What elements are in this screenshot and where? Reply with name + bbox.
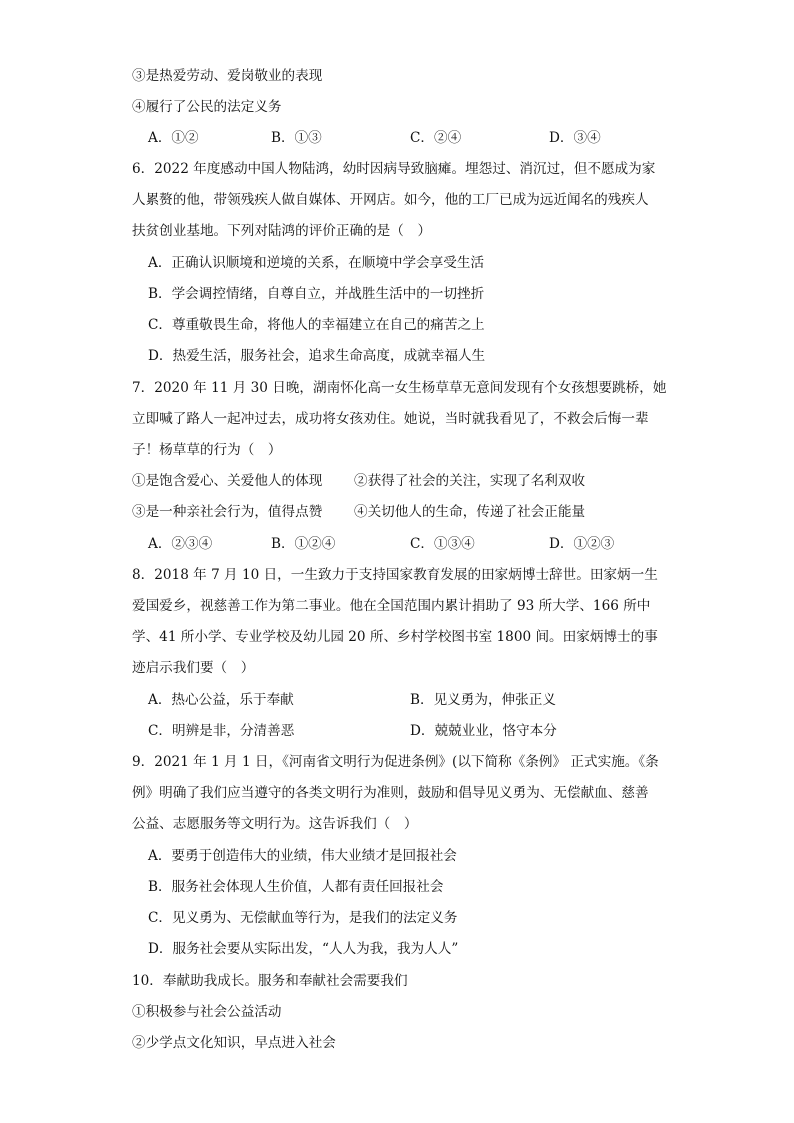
q9-stem-line-2: 例》明确了我们应当遵守的各类文明行为准则，鼓励和倡导见义勇为、无偿献血、慈善 bbox=[132, 785, 649, 801]
q6-stem-line-3: 扶贫创业基地。下列对陆鸿的评价正确的是（ ） bbox=[132, 223, 432, 239]
q7-stem-line-2: 立即喊了路人一起冲过去，成功将女孩劝住。她说，当时就我看见了，不救会后悔一辈 bbox=[132, 411, 649, 427]
q7-option-b: B．①②④ bbox=[271, 536, 336, 552]
q5-options bbox=[148, 128, 668, 148]
q6-stem-line-2: 人累赘的他，带领残疾人做自媒体、开网店。如今，他的工厂已成为远近闻名的残疾人 bbox=[132, 192, 649, 208]
q6-option-d: D．热爱生活，服务社会，追求生命高度，成就幸福人生 bbox=[148, 348, 486, 364]
q7-option-c: C．①③④ bbox=[410, 536, 475, 552]
q5-item-4: ④履行了公民的法定义务 bbox=[132, 99, 282, 115]
q8-stem-line-3: 学、41 所小学、专业学校及幼儿园 20 所、乡村学校图书室 1800 间。田家炳博士的事 bbox=[132, 629, 658, 645]
q6-option-a: A．正确认识顺境和逆境的关系，在顺境中学会享受生活 bbox=[148, 255, 485, 271]
q5-option-d: D．③④ bbox=[549, 130, 601, 146]
q9-option-c: C．见义勇为、无偿献血等行为，是我们的法定义务 bbox=[148, 910, 458, 926]
q8-stem-line-4: 迹启示我们要（ ） bbox=[132, 660, 255, 676]
q5-option-c: C．②④ bbox=[410, 130, 462, 146]
q9-option-d: D．服务社会要从实际出发，“人人为我，我为人人” bbox=[148, 941, 459, 957]
q7-items-row-1 bbox=[132, 471, 672, 491]
q10-item-2: ②少学点文化知识，早点进入社会 bbox=[132, 1035, 336, 1051]
q7-item-2: ②获得了社会的关注，实现了名利双收 bbox=[354, 473, 586, 489]
q9-stem-line-1: 9．2021 年 1 月 1 日，《河南省文明行为促进条例》(以下简称《条例》 正式实施。《条 bbox=[132, 754, 659, 770]
q7-stem-line-1: 7．2020 年 11 月 30 日晚，湖南怀化高一女生杨草草无意间发现有个女孩想要跳桥，她 bbox=[132, 380, 667, 396]
q8-stem-line-2: 爱国爱乡，视慈善工作为第二事业。他在全国范围内累计捐助了 93 所大学、166 所中 bbox=[132, 598, 651, 614]
q7-option-a: A．②③④ bbox=[148, 536, 213, 552]
q8-option-c: C．明辨是非，分清善恶 bbox=[148, 723, 295, 739]
q8-stem-line-1: 8．2018 年 7 月 10 日，一生致力于支持国家教育发展的田家炳博士辞世。田家炳一生 bbox=[132, 567, 658, 583]
q9-option-a: A．要勇于创造伟大的业绩，伟大业绩才是回报社会 bbox=[148, 848, 457, 864]
q9-option-b: B．服务社会体现人生价值，人都有责任回报社会 bbox=[148, 879, 444, 895]
q7-options bbox=[148, 534, 668, 554]
q10-item-1: ①积极参与社会公益活动 bbox=[132, 1004, 282, 1020]
q7-item-4: ④关切他人的生命，传递了社会正能量 bbox=[354, 504, 586, 520]
q8-option-d: D．兢兢业业，恪守本分 bbox=[410, 723, 557, 739]
q10-stem: 10．奉献助我成长。服务和奉献社会需要我们 bbox=[132, 973, 408, 989]
q5-option-a: A．①② bbox=[148, 130, 199, 146]
q6-stem-line-1: 6．2022 年度感动中国人物陆鸿，幼时因病导致脑瘫。埋怨过、消沉过，但不愿成为家 bbox=[132, 161, 656, 177]
q7-item-3: ③是一种亲社会行为，值得点赞 bbox=[132, 504, 323, 520]
q6-option-c: C．尊重敬畏生命，将他人的幸福建立在自己的痛苦之上 bbox=[148, 317, 485, 333]
q7-option-d: D．①②③ bbox=[549, 536, 615, 552]
q5-option-b: B．①③ bbox=[271, 130, 322, 146]
q7-stem-line-3: 子！杨草草的行为（ ） bbox=[132, 442, 282, 458]
q5-item-3: ③是热爱劳动、爱岗敬业的表现 bbox=[132, 68, 323, 84]
q6-option-b: B．学会调控情绪，自尊自立，并战胜生活中的一切挫折 bbox=[148, 286, 485, 302]
q8-option-b: B．见义勇为，伸张正义 bbox=[410, 692, 556, 708]
q8-options-row-1 bbox=[148, 690, 668, 710]
q9-stem-line-3: 公益、志愿服务等文明行为。这告诉我们（ ） bbox=[132, 816, 418, 832]
q8-option-a: A．热心公益，乐于奉献 bbox=[148, 692, 294, 708]
q7-item-1: ①是饱含爱心、关爱他人的体现 bbox=[132, 473, 323, 489]
q8-options-row-2 bbox=[148, 721, 668, 741]
q7-items-row-2 bbox=[132, 502, 672, 522]
